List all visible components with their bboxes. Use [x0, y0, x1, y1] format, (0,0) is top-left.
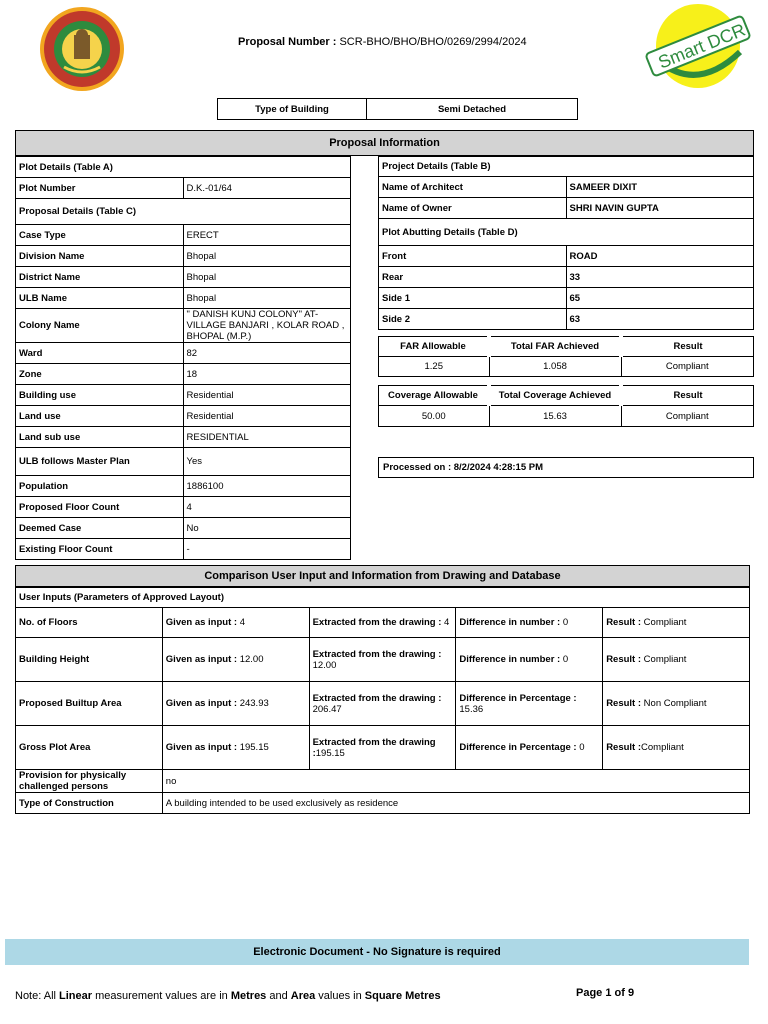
proposal-detail-value: Bhopal	[183, 246, 351, 267]
comparison-input-value: 195.15	[237, 742, 269, 753]
note-part-3: measurement values are in	[92, 990, 231, 1002]
comparison-title: Comparison User Input and Information from Drawing and Database	[204, 570, 561, 582]
coverage-achieved-value: 15.63	[489, 406, 621, 427]
comparison-difference-cell	[456, 726, 603, 770]
comparison-input-label: Given as input :	[165, 698, 238, 709]
plot-proposal-table	[15, 156, 351, 560]
proposal-detail-value: -	[183, 539, 351, 560]
comparison-input-value: 243.93	[237, 698, 269, 709]
far-achieved-value: 1.058	[489, 357, 621, 377]
proposal-detail-row	[16, 309, 351, 343]
far-table	[378, 336, 754, 377]
comparison-result-value: Non Compliant	[641, 698, 707, 709]
proposal-detail-label: Zone	[16, 364, 184, 385]
table-d-title: Plot Abutting Details (Table D)	[379, 219, 754, 246]
comparison-result-value: Compliant	[641, 654, 687, 665]
plot-abutting-label: Side 1	[379, 288, 567, 309]
coverage-result-header: Result	[621, 386, 754, 406]
plot-abutting-value: 65	[566, 288, 754, 309]
proposal-detail-label: District Name	[16, 267, 184, 288]
proposal-detail-row	[16, 497, 351, 518]
proposal-detail-value: Residential	[183, 385, 351, 406]
coverage-allowable-value: 50.00	[379, 406, 490, 427]
comparison-difference-cell	[456, 638, 603, 682]
plot-abutting-row	[379, 246, 754, 267]
page-number: Page 1 of 9	[576, 987, 635, 999]
comparison-difference-value: 0	[576, 742, 585, 753]
note-part-6: Area	[290, 990, 316, 1002]
owner-label: Name of Owner	[379, 198, 567, 219]
comparison-difference-label: Difference in number :	[459, 654, 561, 665]
comparison-input-value: 12.00	[237, 654, 264, 665]
comparison-extracted-cell	[309, 608, 456, 638]
proposal-detail-value: 1886100	[183, 476, 351, 497]
proposal-detail-row	[16, 267, 351, 288]
comparison-table	[15, 587, 750, 814]
coverage-allowable-header: Coverage Allowable	[379, 386, 490, 406]
far-result-header: Result	[621, 337, 754, 357]
comparison-result-cell	[603, 608, 750, 638]
comparison-input-value: 4	[237, 617, 245, 628]
proposal-detail-row	[16, 364, 351, 385]
proposal-number-line	[238, 36, 527, 48]
coverage-achieved-header: Total Coverage Achieved	[489, 386, 621, 406]
comparison-result-label: Result :	[606, 698, 642, 709]
comparison-parameter: Building Height	[16, 638, 163, 682]
proposal-detail-value: 18	[183, 364, 351, 385]
proposal-detail-value: Yes	[183, 448, 351, 476]
proposal-detail-label: Deemed Case	[16, 518, 184, 539]
mp-government-emblem	[36, 5, 128, 93]
owner-value: SHRI NAVIN GUPTA	[566, 198, 754, 219]
proposal-detail-label: Proposed Floor Count	[16, 497, 184, 518]
proposal-detail-row	[16, 225, 351, 246]
comparison-result-value: Compliant	[641, 617, 687, 628]
comparison-extracted-value: 195.15	[315, 747, 345, 759]
plot-abutting-label: Front	[379, 246, 567, 267]
comparison-parameter: Gross Plot Area	[16, 726, 163, 770]
type-of-construction-value: A building intended to be used exclusively as residence	[162, 793, 749, 814]
comparison-difference-label: Difference in number :	[459, 617, 561, 628]
type-of-building-label: Type of Building	[218, 99, 367, 120]
comparison-difference-cell	[456, 682, 603, 726]
proposal-detail-row	[16, 288, 351, 309]
proposal-number-value: SCR-BHO/BHO/BHO/0269/2994/2024	[339, 36, 527, 48]
comparison-row	[16, 638, 750, 682]
note-part-8: Square Metres	[364, 990, 441, 1002]
proposal-detail-row	[16, 448, 351, 476]
proposal-detail-row	[16, 385, 351, 406]
note-part-4: Metres	[230, 990, 267, 1002]
plot-abutting-label: Rear	[379, 267, 567, 288]
proposal-detail-value: RESIDENTIAL	[183, 427, 351, 448]
proposal-detail-value: " DANISH KUNJ COLONY" AT- VILLAGE BANJARI , KOLAR ROAD , BHOPAL (M.P.)	[183, 309, 351, 343]
comparison-extracted-cell	[309, 682, 456, 726]
physically-challenged-label: Provision for physically challenged persons	[16, 770, 163, 793]
plot-abutting-row	[379, 309, 754, 330]
proposal-detail-value: 82	[183, 343, 351, 364]
proposal-detail-label: ULB follows Master Plan	[16, 448, 184, 476]
proposal-number-label: Proposal Number :	[238, 36, 337, 48]
proposal-detail-value: 4	[183, 497, 351, 518]
table-b-title: Project Details (Table B)	[379, 157, 754, 177]
type-of-construction-label: Type of Construction	[16, 793, 163, 814]
proposal-detail-label: Building use	[16, 385, 184, 406]
proposal-detail-label: ULB Name	[16, 288, 184, 309]
comparison-extracted-label: Extracted from the drawing :	[312, 692, 442, 704]
physically-challenged-value: no	[162, 770, 749, 793]
proposal-detail-label: Land sub use	[16, 427, 184, 448]
proposal-detail-row	[16, 246, 351, 267]
proposal-information-title: Proposal Information	[329, 137, 440, 149]
far-allowable-value: 1.25	[379, 357, 490, 377]
comparison-extracted-value: 4	[441, 617, 450, 628]
comparison-result-value: Compliant	[641, 742, 684, 753]
comparison-extracted-label: Extracted from the drawing :	[312, 648, 442, 660]
proposal-detail-value: Residential	[183, 406, 351, 427]
proposal-detail-row	[16, 427, 351, 448]
electronic-document-banner	[5, 939, 749, 965]
proposal-detail-value: No	[183, 518, 351, 539]
plot-abutting-label: Side 2	[379, 309, 567, 330]
proposal-information-header	[15, 130, 754, 156]
comparison-result-label: Result :	[606, 617, 642, 628]
electronic-document-text: Electronic Document - No Signature is required	[253, 946, 501, 958]
comparison-extracted-label: Extracted from the drawing :	[312, 736, 436, 759]
comparison-input-cell	[162, 726, 309, 770]
comparison-row	[16, 608, 750, 638]
comparison-parameter: No. of Floors	[16, 608, 163, 638]
comparison-result-cell	[603, 726, 750, 770]
note-part-5: and	[266, 990, 291, 1002]
architect-label: Name of Architect	[379, 177, 567, 198]
plot-number-label: Plot Number	[16, 178, 184, 199]
comparison-input-cell	[162, 682, 309, 726]
note-part-1: Note: All	[15, 990, 60, 1002]
table-c-title: Proposal Details (Table C)	[16, 199, 351, 225]
project-details-table	[378, 156, 754, 330]
processed-on	[378, 457, 754, 478]
comparison-result-cell	[603, 638, 750, 682]
comparison-extracted-cell	[309, 638, 456, 682]
table-a-title: Plot Details (Table A)	[16, 157, 351, 178]
comparison-input-label: Given as input :	[165, 742, 238, 753]
proposal-detail-value: Bhopal	[183, 267, 351, 288]
comparison-row	[16, 726, 750, 770]
comparison-difference-label: Difference in Percentage :	[459, 692, 577, 704]
comparison-result-cell	[603, 682, 750, 726]
plot-abutting-row	[379, 288, 754, 309]
type-of-building-value: Semi Detached	[367, 99, 578, 120]
comparison-input-cell	[162, 638, 309, 682]
comparison-input-label: Given as input :	[165, 617, 238, 628]
plot-abutting-value: 63	[566, 309, 754, 330]
comparison-result-label: Result :	[606, 742, 642, 753]
far-achieved-header: Total FAR Achieved	[489, 337, 621, 357]
comparison-extracted-label: Extracted from the drawing :	[312, 617, 442, 628]
plot-abutting-row	[379, 267, 754, 288]
comparison-header	[15, 565, 750, 587]
comparison-input-cell	[162, 608, 309, 638]
comparison-extracted-value: 206.47	[312, 703, 342, 715]
comparison-parameter: Proposed Builtup Area	[16, 682, 163, 726]
proposal-detail-value: ERECT	[183, 225, 351, 246]
proposal-detail-label: Ward	[16, 343, 184, 364]
comparison-result-label: Result :	[606, 654, 642, 665]
plot-abutting-value: ROAD	[566, 246, 754, 267]
plot-number-value: D.K.-01/64	[183, 178, 351, 199]
comparison-extracted-value: 12.00	[312, 659, 337, 671]
note-part-7: values in	[315, 990, 365, 1002]
proposal-detail-row	[16, 539, 351, 560]
proposal-detail-label: Division Name	[16, 246, 184, 267]
architect-value: SAMEER DIXIT	[566, 177, 754, 198]
proposal-detail-row	[16, 476, 351, 497]
proposal-detail-label: Population	[16, 476, 184, 497]
smart-dcr-logo	[640, 2, 756, 90]
note-part-2: Linear	[59, 990, 93, 1002]
proposal-detail-label: Existing Floor Count	[16, 539, 184, 560]
coverage-result-value: Compliant	[621, 406, 754, 427]
smart-dcr-logo-text: Smart DCR	[655, 19, 749, 73]
far-allowable-header: FAR Allowable	[379, 337, 490, 357]
proposal-detail-label: Case Type	[16, 225, 184, 246]
measurement-note	[15, 990, 441, 1002]
proposal-detail-label: Colony Name	[16, 309, 184, 343]
type-of-building-table	[217, 98, 578, 120]
comparison-subtitle: User Inputs (Parameters of Approved Layout)	[16, 588, 750, 608]
coverage-table	[378, 385, 754, 427]
proposal-detail-row	[16, 343, 351, 364]
proposal-detail-row	[16, 518, 351, 539]
proposal-detail-label: Land use	[16, 406, 184, 427]
comparison-difference-value: 15.36	[459, 703, 484, 715]
processed-on-text: Processed on : 8/2/2024 4:28:15 PM	[383, 462, 543, 473]
comparison-difference-label: Difference in Percentage :	[459, 742, 577, 753]
proposal-detail-value: Bhopal	[183, 288, 351, 309]
plot-abutting-value: 33	[566, 267, 754, 288]
comparison-row	[16, 682, 750, 726]
comparison-extracted-cell	[309, 726, 456, 770]
comparison-input-label: Given as input :	[165, 654, 238, 665]
comparison-difference-cell	[456, 608, 603, 638]
comparison-difference-value: 0	[560, 617, 569, 628]
far-result-value: Compliant	[621, 357, 754, 377]
comparison-difference-value: 0	[560, 654, 569, 665]
proposal-detail-row	[16, 406, 351, 427]
